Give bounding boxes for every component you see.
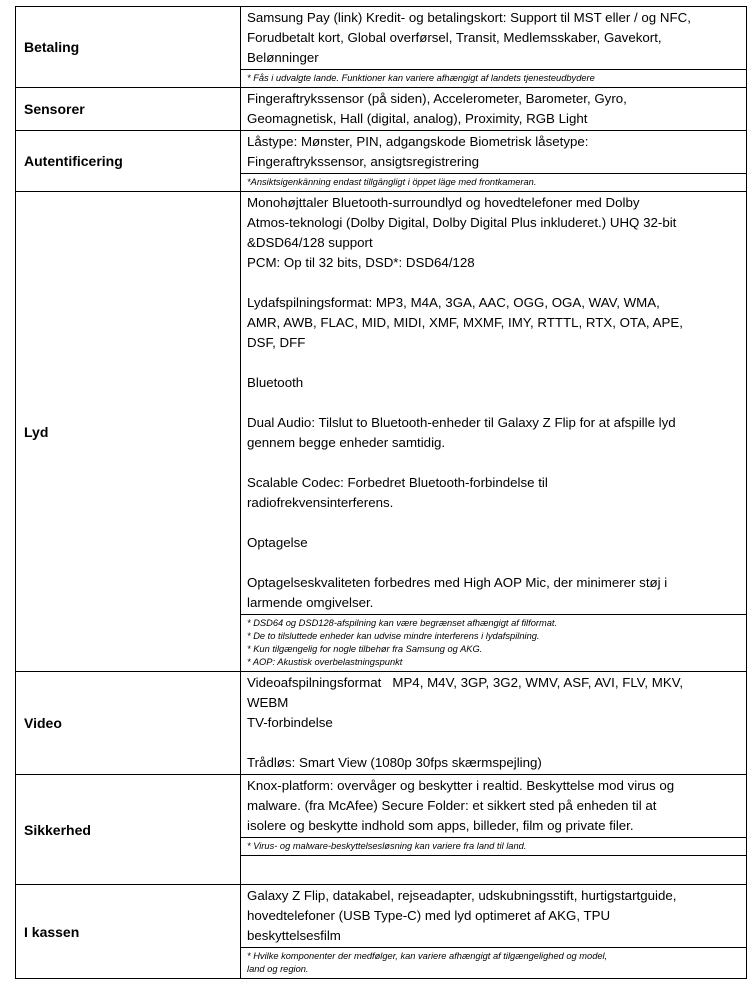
spec-footnote <box>241 173 746 191</box>
description-line: Forudbetalt kort, Global overførsel, Transit, Medlemsskaber, Gavekort, <box>247 30 662 45</box>
spec-row <box>16 672 747 775</box>
footnote-line: * AOP: Akustisk overbelastningspunkt <box>247 657 403 667</box>
footnote-line: * Hvilke komponenter der medfølger, kan variere afhængigt af tilgængelighed og model, <box>247 951 608 961</box>
spec-row-content <box>241 885 747 979</box>
spec-footnote <box>241 947 746 978</box>
footnote-line: land og region. <box>247 964 309 974</box>
description-line: WEBM <box>247 695 289 710</box>
description-line: isolere og beskytte indhold som apps, billeder, film og private filer. <box>247 818 634 833</box>
description-line: Lydafspilningsformat: MP3, M4A, 3GA, AAC, OGG, OGA, WAV, WMA, <box>247 295 660 310</box>
spec-table <box>15 6 747 979</box>
description-line: DSF, DFF <box>247 335 306 350</box>
description-line: gennem begge enheder samtidig. <box>247 435 446 450</box>
spec-row-label: Sikkerhed <box>16 775 241 885</box>
spec-row-content <box>241 672 747 775</box>
spec-row-label: I kassen <box>16 885 241 979</box>
footnote-line: * Kun tilgængelig for nogle tilbehør fra Samsung og AKG. <box>247 644 483 654</box>
description-line: Dual Audio: Tilslut to Bluetooth-enheder til Galaxy Z Flip for at afspille lyd <box>247 415 676 430</box>
spec-footnote <box>241 837 746 855</box>
spec-description <box>241 192 746 614</box>
spec-row <box>16 131 747 192</box>
spec-description <box>241 7 746 69</box>
description-line <box>247 453 742 473</box>
spec-row <box>16 885 747 979</box>
description-line: malware. (fra McAfee) Secure Folder: et sikkert sted på enheden til at <box>247 798 657 813</box>
spec-row-label: Sensorer <box>16 88 241 131</box>
description-line: Galaxy Z Flip, datakabel, rejseadapter, udskubningsstift, hurtigstartguide, <box>247 888 677 903</box>
spec-footnote <box>241 614 746 671</box>
description-line: Belønninger <box>247 50 319 65</box>
description-line: Knox-platform: overvåger og beskytter i realtid. Beskyttelse mod virus og <box>247 778 675 793</box>
spec-row-label: Lyd <box>16 192 241 672</box>
description-line: Fingeraftrykssensor, ansigtsregistrering <box>247 154 480 169</box>
spec-row-content <box>241 7 747 88</box>
spec-description <box>241 131 746 173</box>
description-line: AMR, AWB, FLAC, MID, MIDI, XMF, MXMF, IMY, RTTTL, RTX, OTA, APE, <box>247 315 683 330</box>
description-line: Atmos-teknologi (Dolby Digital, Dolby Digital Plus inkluderet.) UHQ 32-bit <box>247 215 677 230</box>
spec-row <box>16 7 747 88</box>
spec-description <box>241 775 746 837</box>
description-line: hovedtelefoner (USB Type-C) med lyd optimeret af AKG, TPU <box>247 908 611 923</box>
description-line: Trådløs: Smart View (1080p 30fps skærmspejling) <box>247 755 542 770</box>
spec-row-label: Betaling <box>16 7 241 88</box>
description-line: &DSD64/128 support <box>247 235 373 250</box>
spec-row-content <box>241 192 747 672</box>
spec-table-body <box>16 7 747 979</box>
spec-row <box>16 775 747 885</box>
description-line: Samsung Pay (link) Kredit- og betalingskort: Support til MST eller / og NFC, <box>247 10 691 25</box>
description-line: Geomagnetisk, Hall (digital, analog), Proximity, RGB Light <box>247 111 588 126</box>
footnote-line: * Fås i udvalgte lande. Funktioner kan variere afhængigt af landets tjenesteudbydere <box>247 73 595 83</box>
description-line: Optagelse <box>247 535 308 550</box>
spec-row-label: Video <box>16 672 241 775</box>
description-line: Bluetooth <box>247 375 304 390</box>
spec-row-content <box>241 775 747 885</box>
description-line: larmende omgivelser. <box>247 595 374 610</box>
description-line <box>247 733 742 753</box>
footnote-line: * DSD64 og DSD128-afspilning kan være begrænset afhængigt af filformat. <box>247 618 558 628</box>
spec-empty-cell <box>241 855 746 884</box>
spec-description <box>241 88 746 130</box>
description-line <box>247 273 742 293</box>
description-line: Fingeraftrykssensor (på siden), Accelerometer, Barometer, Gyro, <box>247 91 627 106</box>
spec-row-content <box>241 131 747 192</box>
description-line <box>247 393 742 413</box>
spec-row-content <box>241 88 747 131</box>
description-line: Scalable Codec: Forbedret Bluetooth-forbindelse til <box>247 475 548 490</box>
spec-description <box>241 885 746 947</box>
description-line: beskyttelsesfilm <box>247 928 341 943</box>
description-line <box>247 513 742 533</box>
description-line: TV-forbindelse <box>247 715 333 730</box>
footnote-line: * Virus- og malware-beskyttelsesløsning kan variere fra land til land. <box>247 841 527 851</box>
spec-footnote <box>241 69 746 87</box>
description-line: radiofrekvensinterferens. <box>247 495 394 510</box>
spec-description <box>241 672 746 774</box>
footnote-line: * De to tilsluttede enheder kan udvise mindre interferens i lydafspilning. <box>247 631 540 641</box>
description-line: Videoafspilningsformat MP4, M4V, 3GP, 3G2, WMV, ASF, AVI, FLV, MKV, <box>247 675 684 690</box>
spec-row <box>16 192 747 672</box>
footnote-line: *Ansiktsigenkänning endast tillgängligt i öppet läge med frontkameran. <box>247 177 537 187</box>
description-line: PCM: Op til 32 bits, DSD*: DSD64/128 <box>247 255 475 270</box>
description-line <box>247 353 742 373</box>
description-line: Monohøjttaler Bluetooth-surroundlyd og hovedtelefoner med Dolby <box>247 195 640 210</box>
spec-row <box>16 88 747 131</box>
spec-row-label: Autentificering <box>16 131 241 192</box>
description-line <box>247 553 742 573</box>
description-line: Låstype: Mønster, PIN, adgangskode Biometrisk låsetype: <box>247 134 589 149</box>
description-line: Optagelseskvaliteten forbedres med High AOP Mic, der minimerer støj i <box>247 575 668 590</box>
